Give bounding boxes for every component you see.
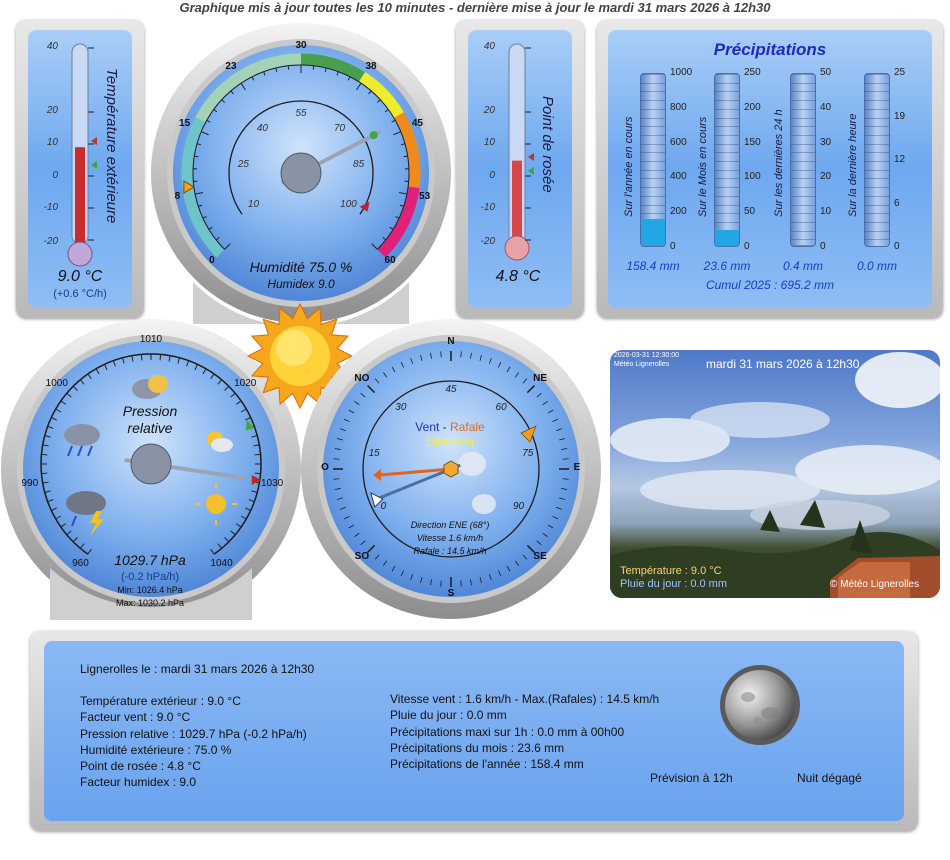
precip-value: 0.0 mm — [856, 259, 897, 273]
summary-left-item: Facteur vent : 9.0 °C — [80, 710, 191, 725]
precip-tick: 40 — [820, 101, 832, 113]
precip-tick: 800 — [670, 101, 687, 113]
pressure-tick: 1030 — [261, 478, 284, 490]
dew-tick: 20 — [483, 105, 495, 116]
humidity-inner-tick: 55 — [295, 108, 307, 119]
compass-cardinal: O — [321, 462, 329, 473]
precip-column-label: Sur la dernière heure — [847, 113, 859, 217]
humidity-inner-tick: 100 — [340, 199, 357, 211]
summary-right-list — [390, 691, 659, 772]
compass-speed-tick: 90 — [512, 501, 525, 512]
precip-tick: 12 — [894, 154, 906, 165]
compass-cardinal: NO — [354, 372, 370, 384]
compass-speed-tick: 60 — [495, 402, 507, 414]
humidity-inner-tick: 70 — [333, 122, 346, 134]
temp-tick: 20 — [46, 105, 58, 116]
precip-tick: 600 — [670, 136, 687, 148]
wind-speed: Vitesse 1.6 km/h — [416, 533, 484, 543]
pressure-min: Min: 1026.4 hPa — [117, 585, 183, 595]
pressure-trend: (-0.2 hPa/h) — [120, 571, 180, 583]
pressure-max: Max: 1030.2 hPa — [115, 598, 185, 608]
dew-tick: -10 — [480, 202, 495, 213]
precip-value: 23.6 mm — [703, 259, 751, 273]
humidity-value: Humidité 75.0 % — [249, 259, 353, 275]
humidity-tick: 0 — [209, 255, 215, 267]
temperature-value: 9.0 °C — [57, 268, 103, 285]
precip-tick: 400 — [670, 171, 687, 183]
webcam-overlay-name: Météo Lignerolles — [614, 361, 670, 368]
summary-right-item: Précipitations de l'année : 158.4 mm — [390, 757, 584, 772]
humidity-inner-tick: 10 — [247, 199, 260, 211]
webcam-image[interactable] — [610, 350, 940, 598]
compass-speed-tick: 75 — [522, 448, 534, 460]
pressure-tick: 1010 — [139, 334, 163, 345]
compass-cardinal: E — [573, 462, 581, 473]
humidity-inner-tick: 25 — [237, 159, 249, 171]
pressure-title-line1: Pression — [122, 403, 178, 419]
dew-tick: 40 — [483, 41, 495, 52]
summary-right-item: Pluie du jour : 0.0 mm — [390, 708, 507, 723]
temp-tick: -10 — [43, 202, 58, 213]
wind-direction: Direction ENE (68°) — [410, 520, 490, 530]
precip-value: 158.4 mm — [626, 259, 680, 273]
precip-tick: 30 — [820, 136, 832, 148]
summary-left-item: Facteur humidex : 9.0 — [80, 775, 197, 790]
temp-tick: 40 — [46, 41, 58, 52]
precip-column — [640, 73, 666, 247]
precip-tick: 0 — [670, 241, 676, 252]
sky-label: Nuit dégagé — [797, 771, 862, 785]
webcam-overlay-id: 2026-03-31 12:30:00 — [614, 352, 679, 359]
pressure-title — [100, 403, 200, 437]
compass-cardinal: S — [447, 588, 455, 599]
humidity-tick: 15 — [179, 117, 191, 129]
dewpoint-value: 4.8 °C — [495, 268, 541, 285]
precip-fill — [715, 230, 739, 246]
summary-station: Lignerolles le : mardi 31 mars 2026 à 12h30 — [80, 662, 315, 676]
temperature-trend: (+0.6 °C/h) — [53, 288, 107, 300]
summary-left-item: Température extérieur : 9.0 °C — [80, 694, 241, 708]
summary-left-item: Pression relative : 1029.7 hPa (-0.2 hPa/h) — [80, 726, 307, 741]
precipitation-cumul: Cumul 2025 : 695.2 mm — [705, 278, 835, 292]
precip-tick: 19 — [894, 110, 906, 122]
humidity-tick: 60 — [384, 255, 396, 267]
precip-tick: 250 — [744, 67, 761, 78]
precip-column-label: Sur les dernières 24 h — [773, 109, 785, 217]
temp-tick: 10 — [46, 137, 58, 148]
humidex-value: Humidex 9.0 — [267, 277, 335, 291]
precip-tick: 0 — [820, 241, 826, 252]
dew-tick: 10 — [483, 137, 495, 148]
compass-cardinal: N — [447, 336, 455, 347]
compass-cardinal: SO — [354, 551, 370, 563]
precip-value: 0.4 mm — [782, 259, 823, 273]
temperature-title: Température extérieure — [103, 68, 120, 224]
precip-column — [864, 73, 890, 247]
humidity-tick: 53 — [419, 190, 431, 202]
pressure-title-line2: relative — [127, 420, 173, 436]
moon-icon — [718, 663, 802, 747]
precip-tick: 150 — [744, 136, 761, 148]
precip-tick: 0 — [894, 241, 900, 252]
wind-title-direction: Direction — [426, 435, 474, 449]
wind-title-rafale: Rafale — [450, 420, 485, 434]
dewpoint-title: Point de rosée — [539, 96, 556, 193]
precip-column — [790, 73, 816, 247]
pressure-tick: 1020 — [234, 377, 257, 389]
webcam-timestamp: mardi 31 mars 2026 à 12h30 — [706, 357, 860, 371]
precip-tick: 20 — [820, 171, 832, 183]
summary-left-item: Point de rosée : 4.8 °C — [80, 759, 201, 774]
wind-title-vent: Vent — [415, 420, 440, 434]
precip-column — [714, 73, 740, 247]
summary-left-item: Humidité extérieure : 75.0 % — [80, 742, 232, 757]
humidity-tick: 23 — [225, 61, 237, 73]
dew-tick: 0 — [489, 170, 495, 181]
temp-tick: 0 — [52, 170, 58, 181]
dew-tick: -20 — [480, 236, 495, 247]
webcam-temperature: Température : 9.0 °C — [620, 565, 722, 577]
precip-column-label: Sur le Mois en cours — [697, 116, 709, 217]
forecast-label: Prévision à 12h — [650, 771, 733, 785]
temp-tick: -20 — [43, 236, 58, 247]
wind-title-sep: - — [442, 420, 447, 434]
pressure-tick: 990 — [21, 478, 39, 490]
precip-tick: 50 — [820, 67, 832, 78]
precip-fill — [791, 245, 815, 246]
precip-column-label: Sur l'année en cours — [623, 116, 635, 217]
precip-tick: 200 — [670, 206, 687, 218]
wind-gust: Rafale : 14.5 km/h — [413, 546, 487, 556]
precip-tick: 6 — [894, 197, 900, 209]
humidity-inner-tick: 85 — [353, 159, 365, 171]
wind-title — [360, 420, 540, 434]
precip-fill — [641, 219, 665, 246]
humidity-tick: 30 — [295, 40, 307, 51]
precip-tick: 100 — [744, 171, 761, 183]
summary-right-item: Vitesse vent : 1.6 km/h - Max.(Rafales) : 14.5 km/h — [390, 692, 660, 706]
pressure-tick: 960 — [72, 557, 89, 569]
compass-speed-tick: 45 — [445, 384, 457, 395]
pressure-tick: 1000 — [45, 377, 68, 389]
humidity-tick: 38 — [365, 61, 377, 73]
humidity-tick: 45 — [411, 117, 423, 129]
summary-right-item: Précipitations maxi sur 1h : 0.0 mm à 00h00 — [390, 724, 625, 739]
compass-cardinal: NE — [533, 372, 548, 384]
webcam-credit: © Météo Lignerolles — [830, 579, 920, 590]
pressure-value: 1029.7 hPa — [114, 552, 186, 568]
precip-tick: 25 — [894, 67, 906, 78]
update-caption: Graphique mis à jour toutes les 10 minutes - dernière mise à jour le mardi 31 mars 2026 à 12h30 — [179, 0, 771, 15]
precip-tick: 50 — [744, 206, 756, 218]
precip-tick: 10 — [820, 206, 832, 218]
pressure-tick: 1040 — [210, 557, 233, 569]
summary-right-item: Précipitations du mois : 23.6 mm — [390, 740, 565, 755]
humidity-inner-tick: 40 — [256, 122, 268, 134]
precipitation-title: Précipitations — [713, 40, 827, 59]
precip-tick: 1000 — [670, 67, 693, 78]
compass-speed-tick: 0 — [380, 501, 387, 512]
precip-tick: 200 — [744, 101, 761, 113]
precip-tick: 0 — [744, 241, 750, 252]
summary-left-list — [80, 693, 307, 791]
webcam-rain: Pluie du jour : 0.0 mm — [620, 578, 727, 590]
compass-cardinal: SE — [533, 551, 547, 563]
humidity-tick: 8 — [174, 190, 181, 202]
compass-speed-tick: 15 — [368, 448, 380, 460]
compass-speed-tick: 30 — [395, 402, 407, 414]
